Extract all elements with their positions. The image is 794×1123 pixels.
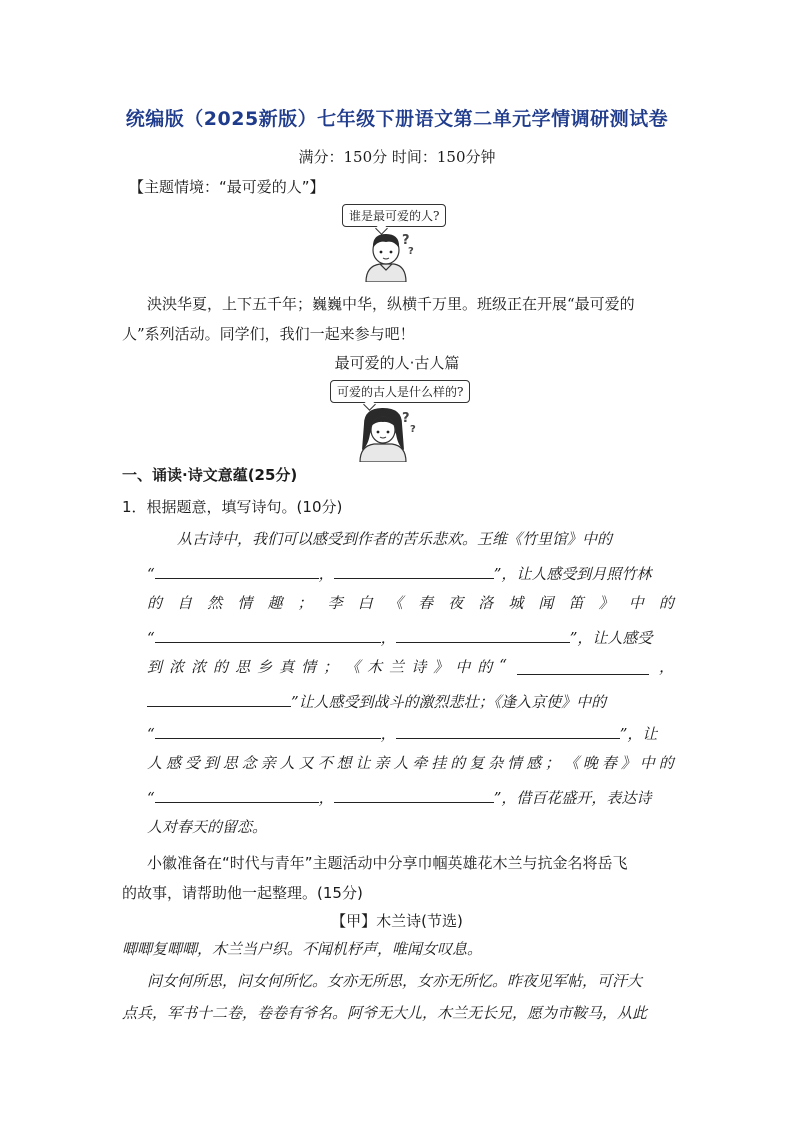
answer-blank[interactable]: [396, 720, 620, 739]
text-char: 情: [237, 594, 253, 612]
text-char: 中: [628, 594, 644, 612]
answer-blank[interactable]: [396, 624, 570, 643]
intro-line-2: 人”系列活动。同学们，我们一起来参与吧！: [122, 325, 415, 343]
text-char: 让: [355, 754, 371, 772]
svg-text:?: ?: [402, 411, 410, 426]
boy-thinking-icon: [358, 228, 418, 282]
fill-line-2: “ ， ”，让人感受到月照竹林: [147, 560, 651, 590]
text-char: 情: [301, 658, 317, 676]
text-char: 亲: [260, 754, 276, 772]
text-char: 感: [165, 754, 181, 772]
text-char: 晚: [582, 754, 598, 772]
text-char: 然: [207, 594, 223, 612]
text-char: 牵: [412, 754, 428, 772]
text-char: “: [499, 656, 507, 674]
text-char: 念: [241, 754, 257, 772]
text-char: ；: [545, 754, 561, 772]
text-char: 浓: [169, 658, 185, 676]
answer-blank[interactable]: [334, 784, 494, 803]
text-char: 笛: [568, 594, 584, 612]
text-char: 感: [526, 754, 542, 772]
svg-text:?: ?: [408, 246, 414, 257]
part-one-heading: 一、诵读·诗文意蕴(25分): [122, 466, 298, 484]
fill-line-8: [147, 752, 674, 782]
text-char: 受: [184, 754, 200, 772]
poem-line-3: 点兵，军书十二卷，卷卷有爷名。阿爷无大儿，木兰无长兄，愿为市鞍马，从此: [122, 1004, 648, 1022]
text-char: 人: [393, 754, 409, 772]
answer-blank[interactable]: [517, 656, 649, 675]
svg-text:?: ?: [410, 424, 416, 435]
text-char: 情: [507, 754, 523, 772]
text-char: 闻: [538, 594, 554, 612]
text-char: 到: [147, 658, 163, 676]
text-char: 真: [279, 658, 295, 676]
text-char: 思: [222, 754, 238, 772]
intro-line-1: 泱泱华夏，上下五千年；巍巍中华，纵横千万里。班级正在开展“最可爱的: [147, 295, 635, 313]
text-char: 浓: [191, 658, 207, 676]
answer-blank[interactable]: [334, 560, 494, 579]
answer-blank[interactable]: [155, 624, 381, 643]
text-char: 李: [327, 594, 343, 612]
text-char: 思: [235, 658, 251, 676]
text-char: 木: [367, 658, 383, 676]
text-char: 挂: [431, 754, 447, 772]
text-char: 的: [450, 754, 466, 772]
text-char: 》: [433, 658, 449, 676]
text-char: 趣: [267, 594, 283, 612]
text-char: 的: [477, 658, 493, 676]
text-char: 春: [601, 754, 617, 772]
text-char: 的: [658, 754, 674, 772]
text-char: 人: [147, 754, 163, 772]
text-char: 》: [620, 754, 636, 772]
fill-line-9: “ ， ”，借百花盛开，表达诗: [147, 784, 651, 814]
text-char: ；: [323, 658, 339, 676]
passage-jia-title: 【甲】木兰诗(节选): [331, 912, 463, 930]
answer-blank[interactable]: [147, 688, 291, 707]
text-char: 春: [417, 594, 433, 612]
text-char: 复: [469, 754, 485, 772]
fill-line-6: ”让人感受到战斗的激烈悲壮；《逢入京使》中的: [147, 688, 606, 718]
fill-line-5: 到 浓 浓 的 思 乡 真 情 ； 《 木 兰 诗 》 中 的 “ ，: [147, 656, 674, 676]
fill-line-1: 从古诗中，我们可以感受到作者的苦乐悲欢。王维《竹里馆》中的: [177, 530, 613, 548]
poem-line-2: 问女何所思，问女何所忆。女亦无所思，女亦无所忆。昨夜见军帖，可汗大: [147, 972, 643, 990]
section-heading-ancients: 最可爱的人·古人篇: [334, 354, 460, 372]
fill-line-7: “ ， ”，让: [147, 720, 657, 750]
speech-bubble-1: 谁是最可爱的人?: [342, 204, 446, 227]
girl-thinking-icon: [350, 404, 422, 462]
text-char: ；: [297, 594, 313, 612]
text-char: 》: [598, 594, 614, 612]
text-char: 洛: [478, 594, 494, 612]
svg-text:?: ?: [402, 233, 410, 248]
fill-line-10: 人对春天的留恋。: [147, 818, 268, 836]
fill-line-3: [147, 592, 674, 622]
text-char: 白: [357, 594, 373, 612]
text-char: 的: [658, 594, 674, 612]
text-char: 的: [147, 594, 163, 612]
text-char: 不: [317, 754, 333, 772]
answer-blank[interactable]: [155, 720, 381, 739]
answer-blank[interactable]: [155, 560, 319, 579]
speech-bubble-2: 可爱的古人是什么样的?: [330, 380, 470, 403]
text-char: 《: [387, 594, 403, 612]
text-char: 中: [455, 658, 471, 676]
answer-blank[interactable]: [155, 784, 319, 803]
poem-line-1: 唧唧复唧唧，木兰当户织。不闻机杼声，唯闻女叹息。: [122, 940, 483, 958]
page-title: 统编版（2025新版）七年级下册语文第二单元学情调研测试卷: [125, 108, 669, 130]
text-char: 亲: [374, 754, 390, 772]
text-char: 乡: [257, 658, 273, 676]
text-char: 诗: [411, 658, 427, 676]
text-char: 杂: [488, 754, 504, 772]
score-time-info: 满分：150分 时间：150分钟: [298, 148, 496, 166]
text-char: 到: [203, 754, 219, 772]
text-char: 的: [213, 658, 229, 676]
text-char: 自: [177, 594, 193, 612]
paragraph-2-line-2: 的故事，请帮助他一起整理。(15分): [122, 884, 363, 902]
fill-line-4: “ ， ”，让人感受: [147, 624, 652, 654]
text-char: 又: [298, 754, 314, 772]
text-char: 夜: [448, 594, 464, 612]
text-char: 《: [563, 754, 579, 772]
text-char: 城: [508, 594, 524, 612]
text-char: 中: [639, 754, 655, 772]
paragraph-2-line-1: 小徽准备在“时代与青年”主题活动中分享巾帼英雄花木兰与抗金名将岳飞: [147, 854, 628, 872]
text-char: 想: [336, 754, 352, 772]
theme-heading: 【主题情境：“最可爱的人”】: [129, 178, 325, 196]
text-char: 《: [345, 658, 361, 676]
text-char: 人: [279, 754, 295, 772]
text-char: 兰: [389, 658, 405, 676]
question-1: 1．根据题意，填写诗句。(10分): [122, 498, 343, 516]
